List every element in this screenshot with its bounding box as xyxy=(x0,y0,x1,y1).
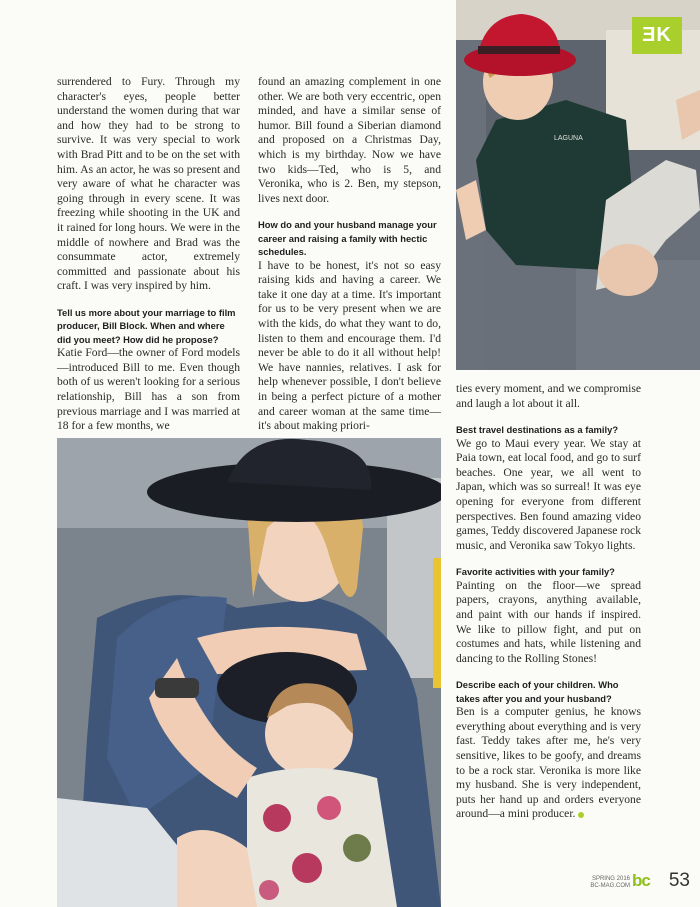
folio-site: BC-MAG.COM xyxy=(590,883,630,889)
answer-career-family-part2: ties every moment, and we compromise and laugh a lot about it all. xyxy=(456,382,641,410)
answer-marriage-part1: Katie Ford—the owner of Ford models—introduced Bill to me. Even though both of us weren't looking for a serious relationship, Bill has a son from previous marriage and I was married at 18 for a few months, we xyxy=(57,346,240,433)
mother-daughter-illustration xyxy=(57,438,441,907)
mother-daughter-photo xyxy=(57,438,441,907)
boy-shirt-logo-text: LAGUNA xyxy=(554,135,583,142)
boy-photo xyxy=(456,0,700,370)
text-column-1 xyxy=(57,75,240,434)
text-column-2 xyxy=(258,75,441,434)
folio-issue-info xyxy=(590,876,630,890)
answer-children-text: Ben is a computer genius, he knows everything about everything and is very fast. Teddy takes after me, he's very sensitive, likes to be goofy, and dreams to be a rock star. Veronika is more like my husband. She is very independent, puts her hand up and orders everyone around—a mini producer. xyxy=(456,705,641,821)
magazine-logo: bc xyxy=(632,871,650,890)
folio-issue: SPRING 2016 xyxy=(591,876,630,882)
answer-children xyxy=(456,705,641,822)
answer-travel: We go to Maui every year. We stay at Paia town, eat local food, and go to surf beaches. One year, we all went to Japan, which was so surreal! It was eye opening for everyone from different perspectives. Ben found amazing video games, Teddy discovered Japanese rock music, and Veronika saw Tokyo lights. xyxy=(456,436,641,552)
question-activities: Favorite activities with your family? xyxy=(456,566,615,578)
section-badge: ƎK xyxy=(632,17,682,54)
answer-activities: Painting on the floor—we spread papers, crayons, anything available, and paint with our hands if inspired. We like to pillow fight, and put on costumes and hats, while listening and dancing to the Rolling Stones! xyxy=(456,578,641,665)
end-of-article-icon xyxy=(578,812,584,818)
boy-photo-illustration xyxy=(456,0,700,370)
question-marriage: Tell us more about your marriage to film producer, Bill Block. When and where did you meet? How did he propose? xyxy=(57,306,236,345)
answer-career-family-part1: I have to be honest, it's not so easy raising kids and having a career. We take it one day at a time. It's important for us to be very present when we are with the kids, do what they want to do, listen to them and encourage them. I'd never be able to do it all without help! We have nannies, relatives. I ask for help whenever possible, I don't believe in being a perfect picture of a mother and career woman at the same time—it's about making priori- xyxy=(258,258,441,433)
col1-paragraph: surrendered to Fury. Through my character's eyes, people better understand the women during that war and how they had to be strong to survive. It was very special to work with Brad Pitt and to be on the set with him. As an actor, he was so present and very aware of what he character was going through in every scene. It was freezing while shooting in the UK and it rained for long hours. We were in the middle of nowhere and Brad was the consummate actor, extremely committed and passionate about his craft. I was very inspired by him. xyxy=(57,75,240,293)
question-career-family: How do and your husband manage your career and raising a family with hectic schedules. xyxy=(258,219,437,258)
question-travel: Best travel destinations as a family? xyxy=(456,424,619,436)
text-column-3 xyxy=(456,382,641,822)
page-folio xyxy=(590,870,690,894)
page-number: 53 xyxy=(668,870,690,891)
question-children: Describe each of your children. Who takes after you and your husband? xyxy=(456,679,619,704)
answer-marriage-part2: found an amazing complement in one other. We are both very eccentric, open minded, and have a similar sense of humor. Bill found a Siberian diamond and proposed on a Christmas Day, which is my birthday. Now we have two kids—Ted, who is 5, and Veronika, who is 2. Ben, my stepson, lives next door. xyxy=(258,75,441,205)
